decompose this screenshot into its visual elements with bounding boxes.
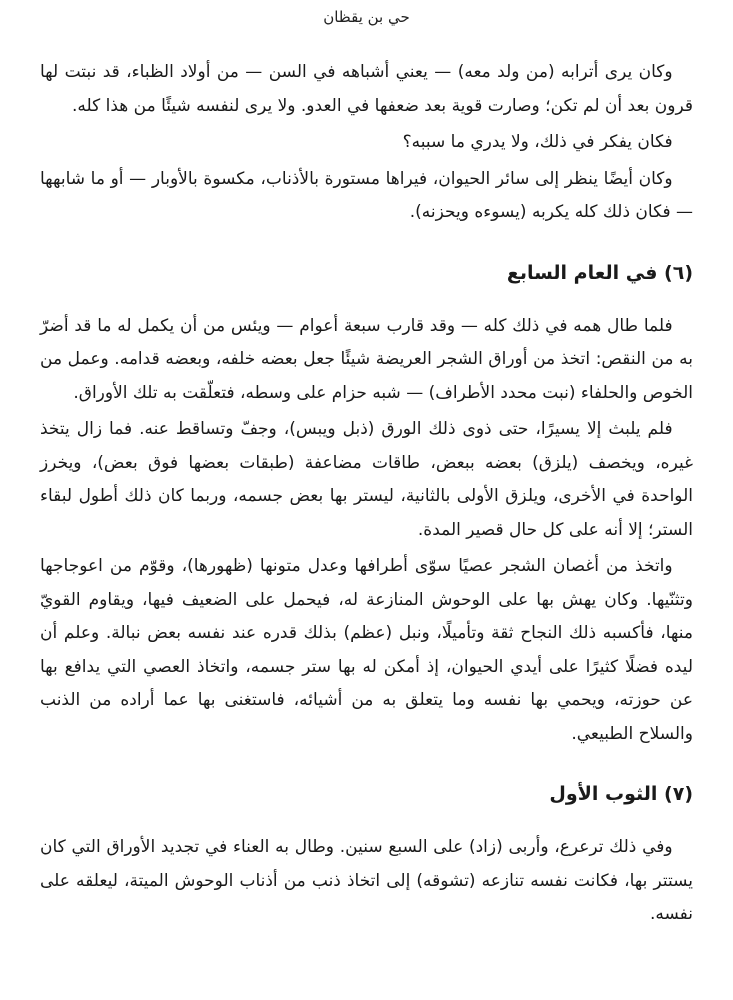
book-page xyxy=(40,0,693,1000)
page-body xyxy=(40,56,693,935)
running-title: حي بن يقظان xyxy=(323,8,410,26)
paragraph: وكان أيضًا ينظر إلى سائر الحيوان، فيراها مستورة بالأذناب، مكسوة بالأوبار — أو ما شابهها — فكان ذلك كله يكربه (يسوءه ويحزنه). xyxy=(40,168,693,222)
section-heading-seventh-year: (٦) في العام السابع xyxy=(506,261,693,284)
paragraph: واتخذ من أغصان الشجر عصيًا سوّى أطرافها وعدل متونها (ظهورها)، وقوّم من اعوجاجها وتثنّيها. وكان يهش بها على الوحوش المنازعة له، فيحمل على الضعيف فيها، ويقاوم القويّ منها، فأكسبه ذلك النجاح ثقة وتأميلًا، ونبل (عظم) بذلك قدره عند نفسه بعض نبالة. وعلم أن ليده فضلًا كثيرًا على أيدي الحيوان، إذ أمكن له بها ستر جسمه، واتخاذ العصي التي يدافع بها عن حوزته، ويحمي بها نفسه وما يتعلق به من أشيائه، فاستغنى بها عما أراده من الذنب والسلاح الطبيعي. xyxy=(40,556,693,744)
section-heading-first-garment: (٧) الثوب الأول xyxy=(549,783,693,805)
paragraph: فلم يلبث إلا يسيرًا، حتى ذوى ذلك الورق (ذبل ويبس)، وجفّ وتساقط عنه. فما زال يتخذ غيره، ويخصف (يلزق) بعضه ببعض، طاقات مضاعفة (طبقات بعضها فوق بعض)، ويخرز الواحدة في الأخرى، ويلزق الأولى بالثانية، ليستر بها بعض جسمه، وربما كان ذلك أطول لبقاء الستر؛ إلا أنه على كل حال قصير المدة. xyxy=(40,419,693,540)
paragraph: فكان يفكر في ذلك، ولا يدري ما سببه؟ xyxy=(402,132,673,152)
paragraph: وكان يرى أترابه (من ولد معه) — يعني أشباهه في السن — من أولاد الظباء، قد نبتت لها قرون بعد أن لم تكن؛ وصارت قوية بعد ضعفها في العدو. ولا يرى لنفسه شيئًا من هذا كله. xyxy=(40,62,693,116)
paragraph: فلما طال همه في ذلك كله — وقد قارب سبعة أعوام — ويئس من أن يكمل له ما قد أضرّ به من النقص: اتخذ من أوراق الشجر العريضة شيئًا جعل بعضه خلفه، وبعضه قدامه. وعمل من الخوص والحلفاء (نبت محدد الأطراف) — شبه حزام على وسطه، فتعلّقت به تلك الأوراق. xyxy=(40,315,693,403)
paragraph: وفي ذلك ترعرع، وأربى (زاد) على السبع سنين. وطال به العناء في تجديد الأوراق التي كان يستتر بها، فكانت نفسه تنازعه (تشوقه) إلى اتخاذ ذنب من أذناب الوحوش الميتة، ليعلقه على نفسه. xyxy=(40,837,693,924)
